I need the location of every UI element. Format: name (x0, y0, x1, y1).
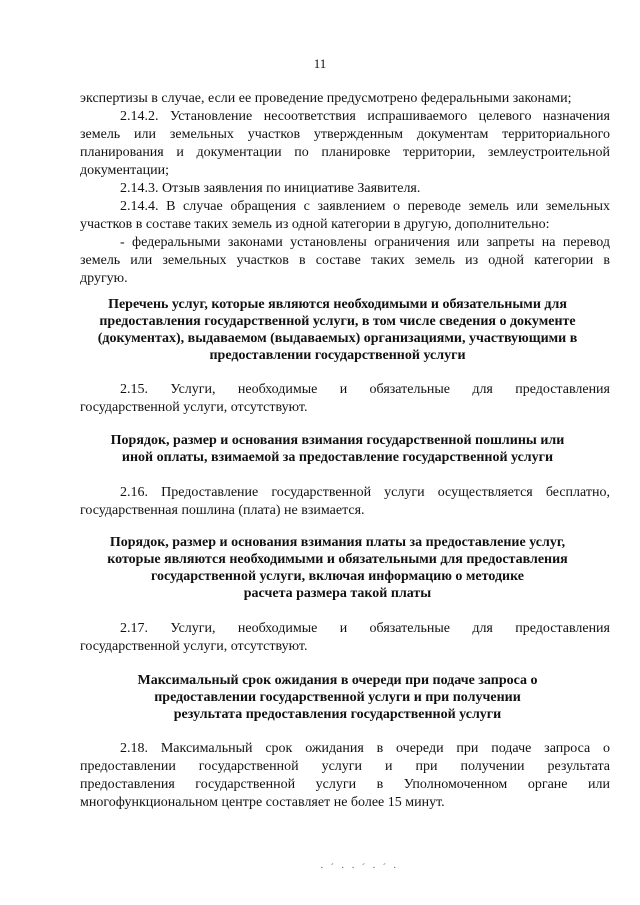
text-line: экспертизы в случае, если ее проведение предусмотрено федеральными законами; (80, 91, 572, 106)
text-line: планирования и документации по планировке территории, землеустроительной (80, 145, 610, 160)
section-heading-line: Перечень услуг, которые являются необходимыми и обязательными для (108, 297, 567, 312)
section-heading-line: результата предоставления государственной услуги (173, 707, 502, 722)
section-heading-line: предоставления государственной услуги, в том числе сведения о документе (99, 314, 576, 329)
page-number: 11 (313, 56, 327, 71)
section-heading-line: предоставлении государственной услуги (209, 348, 466, 363)
text-line: другую. (80, 271, 128, 286)
text-line: 2.14.4. В случае обращения с заявлением о переводе земель или земельных (120, 199, 610, 214)
text-line: 2.14.2. Установление несоответствия испрашиваемого целевого назначения (120, 109, 610, 124)
text-line: документации; (80, 163, 169, 178)
text-line: 2.18. Максимальный срок ожидания в очереди при подаче запроса о (120, 741, 610, 756)
text-line: предоставлении государственной услуги и при получении результата (80, 759, 610, 774)
section-heading-line: Порядок, размер и основания взимания платы за предоставление услуг, (109, 535, 566, 550)
text-line: 2.15. Услуги, необходимые и обязательные для предоставления (120, 382, 610, 397)
text-line: 2.14.3. Отзыв заявления по инициативе Заявителя. (120, 181, 421, 196)
text-line: многофункциональном центре составляет не более 15 минут. (80, 795, 445, 810)
text-line: земель или земельных участков утвержденным документам территориального (80, 127, 610, 142)
section-heading-line: государственной услуги, включая информацию о методике (150, 569, 525, 584)
section-heading-line: которые являются необходимыми и обязательными для предоставления (107, 552, 568, 567)
text-line: государственной услуги, отсутствуют. (80, 400, 308, 415)
text-line: 2.17. Услуги, необходимые и обязательные для предоставления (120, 621, 610, 636)
section-heading-line: иной оплаты, взимаемой за предоставление государственной услуги (121, 450, 554, 465)
text-line: земель или земельных участков в составе таких земель из одной категории в (80, 253, 610, 268)
section-heading-line: расчета размера такой платы (243, 586, 432, 601)
text-line: предоставления государственной услуги в Уполномоченном органе или (80, 777, 610, 792)
section-heading-line: Максимальный срок ожидания в очереди при подаче запроса о (137, 673, 538, 688)
text-line: участков в составе таких земель из одной категории в другую, дополнительно: (80, 217, 550, 232)
section-heading-line: Порядок, размер и основания взимания государственной пошлины или (110, 433, 565, 448)
text-line: 2.16. Предоставление государственной услуги осуществляется бесплатно, (120, 485, 610, 500)
text-line: государственная пошлина (плата) не взимается. (80, 503, 365, 518)
text-line: - федеральными законами установлены ограничения или запреты на перевод (120, 235, 610, 250)
section-heading-line: предоставлении государственной услуги и при получении (154, 690, 521, 705)
scan-specks: · ´ · · ´ · ´ · (320, 862, 399, 874)
section-heading-line: (документах), выдаваемом (выдаваемых) организациями, участвующими в (97, 331, 578, 346)
text-line: государственной услуги, отсутствуют. (80, 639, 308, 654)
